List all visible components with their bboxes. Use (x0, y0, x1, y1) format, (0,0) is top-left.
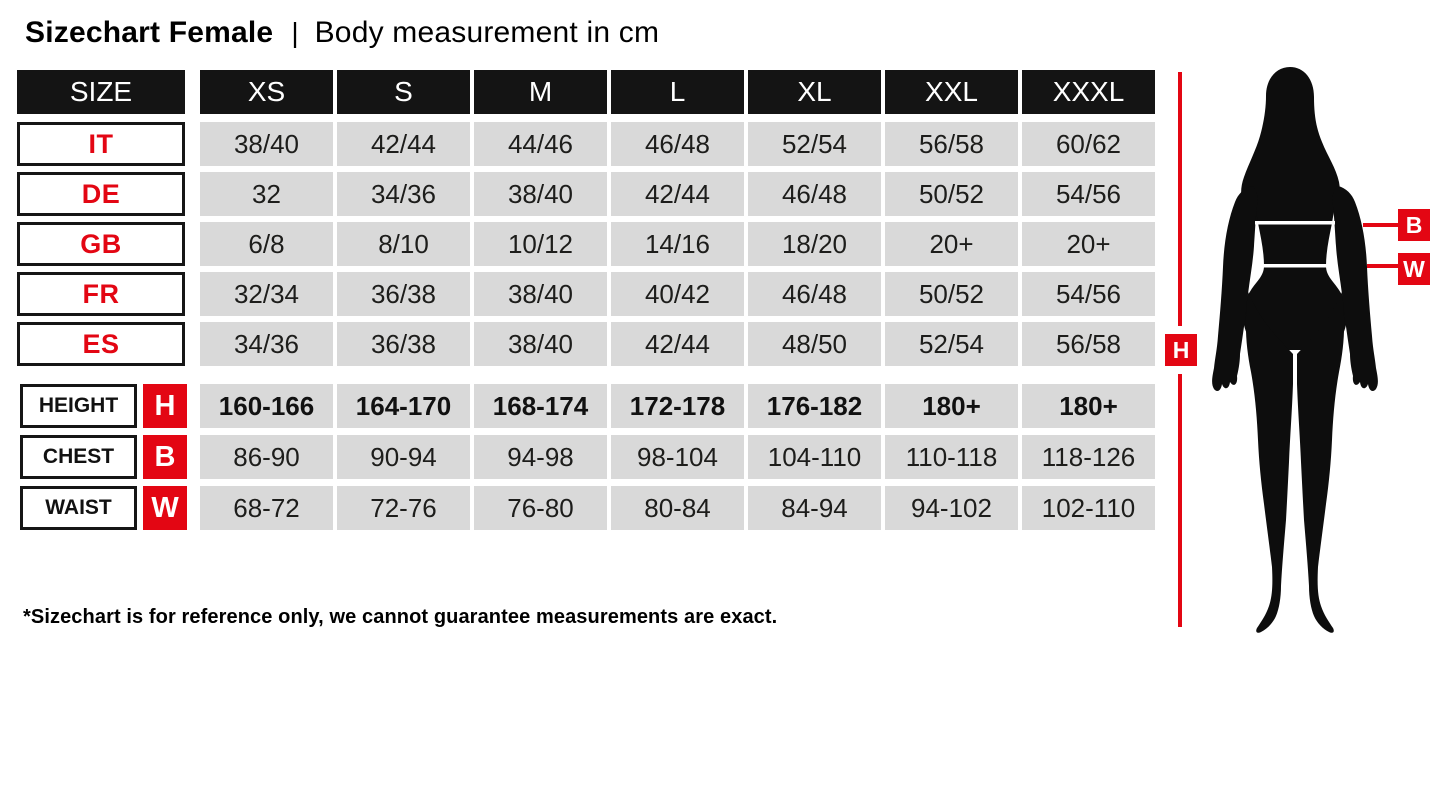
cell-height-xs: 160-166 (200, 384, 333, 428)
cell-it-xl: 52/54 (748, 122, 881, 166)
region-label-it: IT (17, 122, 185, 166)
cell-gb-xxl: 20+ (885, 222, 1018, 266)
cell-fr-s: 36/38 (337, 272, 470, 316)
column-header-xxl: XXL (885, 70, 1018, 114)
cell-it-s: 42/44 (337, 122, 470, 166)
measure-label-waist: WAIST (20, 486, 137, 530)
cell-es-s: 36/38 (337, 322, 470, 366)
region-label-de: DE (17, 172, 185, 216)
title-subtitle: Body measurement in cm (314, 16, 660, 49)
cell-waist-xl: 84-94 (748, 486, 881, 530)
chest-badge: B (143, 435, 187, 479)
cell-chest-xxxl: 118-126 (1022, 435, 1155, 479)
cell-de-s: 34/36 (337, 172, 470, 216)
cell-es-xxxl: 56/58 (1022, 322, 1155, 366)
cell-es-xl: 48/50 (748, 322, 881, 366)
column-header-xxxl: XXXL (1022, 70, 1155, 114)
bust-line-on-body (1255, 221, 1335, 225)
cell-de-xxxl: 54/56 (1022, 172, 1155, 216)
cell-fr-xxxl: 54/56 (1022, 272, 1155, 316)
cell-waist-xs: 68-72 (200, 486, 333, 530)
cell-it-xs: 38/40 (200, 122, 333, 166)
cell-height-xxl: 180+ (885, 384, 1018, 428)
cell-fr-m: 38/40 (474, 272, 607, 316)
height-measure-line-bottom (1178, 374, 1182, 627)
cell-chest-l: 98-104 (611, 435, 744, 479)
cell-it-m: 44/46 (474, 122, 607, 166)
region-label-gb: GB (17, 222, 185, 266)
figure-height-badge: H (1165, 334, 1197, 366)
footnote: *Sizechart is for reference only, we cannot guarantee measurements are exact. (23, 606, 778, 628)
cell-gb-xs: 6/8 (200, 222, 333, 266)
female-silhouette (1210, 62, 1380, 637)
cell-de-xxl: 50/52 (885, 172, 1018, 216)
page-title (25, 16, 659, 50)
cell-de-m: 38/40 (474, 172, 607, 216)
size-header-cell: SIZE (17, 70, 185, 114)
column-header-s: S (337, 70, 470, 114)
column-header-xl: XL (748, 70, 881, 114)
figure-waist-badge: W (1398, 253, 1430, 285)
column-header-m: M (474, 70, 607, 114)
cell-waist-m: 76-80 (474, 486, 607, 530)
figure-bust-badge: B (1398, 209, 1430, 241)
title-main: Sizechart Female (25, 16, 274, 49)
cell-fr-xl: 46/48 (748, 272, 881, 316)
cell-it-xxl: 56/58 (885, 122, 1018, 166)
cell-chest-xs: 86-90 (200, 435, 333, 479)
waist-line-on-body (1260, 264, 1327, 268)
cell-de-l: 42/44 (611, 172, 744, 216)
cell-fr-xs: 32/34 (200, 272, 333, 316)
region-label-fr: FR (17, 272, 185, 316)
cell-de-xs: 32 (200, 172, 333, 216)
waist-badge: W (143, 486, 187, 530)
cell-height-s: 164-170 (337, 384, 470, 428)
cell-gb-xxxl: 20+ (1022, 222, 1155, 266)
cell-it-xxxl: 60/62 (1022, 122, 1155, 166)
cell-es-l: 42/44 (611, 322, 744, 366)
cell-chest-xxl: 110-118 (885, 435, 1018, 479)
cell-waist-xxxl: 102-110 (1022, 486, 1155, 530)
height-measure-line-top (1178, 72, 1182, 326)
measure-label-chest: CHEST (20, 435, 137, 479)
cell-chest-xl: 104-110 (748, 435, 881, 479)
title-separator: | (291, 17, 299, 48)
cell-it-l: 46/48 (611, 122, 744, 166)
cell-height-xxxl: 180+ (1022, 384, 1155, 428)
cell-gb-xl: 18/20 (748, 222, 881, 266)
column-header-l: L (611, 70, 744, 114)
cell-waist-xxl: 94-102 (885, 486, 1018, 530)
region-label-es: ES (17, 322, 185, 366)
waist-measure-line (1367, 264, 1398, 268)
cell-height-xl: 176-182 (748, 384, 881, 428)
cell-chest-s: 90-94 (337, 435, 470, 479)
cell-chest-m: 94-98 (474, 435, 607, 479)
cell-de-xl: 46/48 (748, 172, 881, 216)
cell-height-l: 172-178 (611, 384, 744, 428)
cell-es-xxl: 52/54 (885, 322, 1018, 366)
cell-es-m: 38/40 (474, 322, 607, 366)
cell-waist-s: 72-76 (337, 486, 470, 530)
bust-measure-line (1363, 223, 1398, 227)
cell-es-xs: 34/36 (200, 322, 333, 366)
measure-label-height: HEIGHT (20, 384, 137, 428)
cell-gb-s: 8/10 (337, 222, 470, 266)
cell-fr-l: 40/42 (611, 272, 744, 316)
cell-gb-l: 14/16 (611, 222, 744, 266)
cell-gb-m: 10/12 (474, 222, 607, 266)
cell-waist-l: 80-84 (611, 486, 744, 530)
column-header-xs: XS (200, 70, 333, 114)
cell-height-m: 168-174 (474, 384, 607, 428)
cell-fr-xxl: 50/52 (885, 272, 1018, 316)
height-badge: H (143, 384, 187, 428)
